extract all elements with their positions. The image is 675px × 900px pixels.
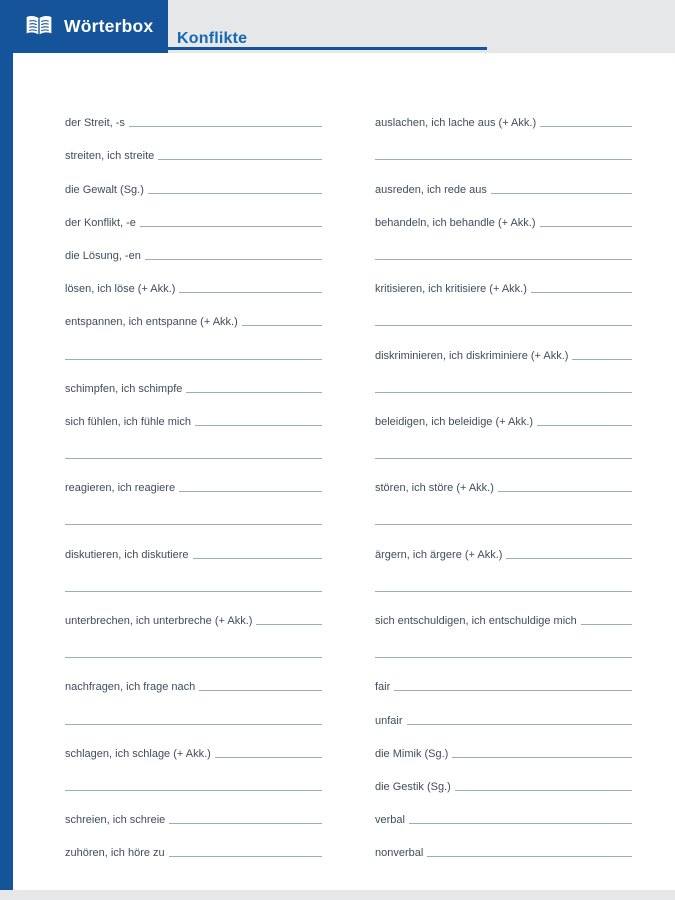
answer-line: [540, 126, 632, 127]
answer-line: [375, 591, 632, 592]
answer-line: [427, 856, 632, 857]
answer-line: [65, 591, 322, 592]
vocab-row: [375, 694, 632, 727]
vocab-row: [375, 462, 632, 495]
vocab-row: [65, 197, 322, 230]
vocab-row: [65, 595, 322, 628]
answer-line: [572, 359, 632, 360]
answer-line-row: [375, 230, 632, 263]
answer-line: [375, 657, 632, 658]
answer-line: [455, 790, 632, 791]
vocab-term: die Mimik (Sg.): [375, 747, 449, 760]
answer-line: [375, 392, 632, 393]
answer-line: [491, 193, 632, 194]
vocab-term: kritisieren, ich kritisiere (+ Akk.): [375, 283, 527, 296]
vocab-term: fair: [375, 681, 391, 694]
vocab-term: ärgern, ich ärgere (+ Akk.): [375, 548, 503, 561]
vocab-term: unfair: [375, 714, 403, 727]
vocab-row: [375, 163, 632, 196]
vocab-term: diskutieren, ich diskutiere: [65, 548, 189, 561]
answer-line: [169, 823, 322, 824]
vocab-row: [65, 163, 322, 196]
answer-line: [65, 657, 322, 658]
vocab-term: verbal: [375, 814, 405, 827]
vocab-content: [65, 97, 632, 860]
answer-line: [242, 325, 322, 326]
vocab-row: [375, 794, 632, 827]
answer-line: [179, 292, 322, 293]
title-underline: [168, 47, 487, 50]
vocab-row: [65, 363, 322, 396]
answer-line-row: [375, 296, 632, 329]
vocab-term: unterbrechen, ich unterbreche (+ Akk.): [65, 615, 253, 627]
answer-line: [215, 757, 322, 758]
answer-line: [65, 359, 322, 360]
answer-line: [179, 491, 322, 492]
vocab-row: [375, 528, 632, 561]
vocab-term: der Streit, -s: [65, 117, 125, 130]
vocab-term: sich fühlen, ich fühle mich: [65, 415, 191, 428]
answer-line: [186, 392, 322, 393]
vocab-row: [65, 462, 322, 495]
answer-line-row: [375, 130, 632, 163]
vocab-row: [375, 197, 632, 230]
answer-line: [394, 690, 632, 691]
vocab-term: die Lösung, -en: [65, 249, 141, 262]
vocab-term: streiten, ich streite: [65, 150, 155, 163]
answer-line: [407, 724, 632, 725]
answer-line: [129, 126, 322, 127]
page-title: Konflikte: [177, 30, 248, 47]
answer-line-row: [65, 429, 322, 462]
vocab-term: beleidigen, ich beleidige (+ Akk.): [375, 415, 534, 428]
vocab-term: die Gewalt (Sg.): [65, 183, 144, 196]
answer-line: [65, 458, 322, 459]
answer-line-row: [65, 562, 322, 595]
vocab-row: [375, 661, 632, 694]
vocab-row: [65, 827, 322, 860]
vocab-term: entspannen, ich entspanne (+ Akk.): [65, 316, 238, 329]
answer-line: [65, 724, 322, 725]
vocab-term: nonverbal: [375, 847, 424, 860]
vocab-term: nachfragen, ich frage nach: [65, 681, 196, 694]
answer-line: [375, 159, 632, 160]
answer-line: [65, 524, 322, 525]
left-edge-stripe: [0, 53, 13, 890]
vocab-term: ausreden, ich rede aus: [375, 183, 487, 196]
answer-line-row: [375, 363, 632, 396]
answer-line: [169, 856, 322, 857]
answer-line: [375, 458, 632, 459]
vocab-row: [65, 396, 322, 429]
answer-line: [452, 757, 632, 758]
answer-line: [375, 259, 632, 260]
vocab-term: die Gestik (Sg.): [375, 780, 451, 793]
vocab-term: sich entschuldigen, ich entschuldige mich: [375, 615, 577, 627]
answer-line: [498, 491, 632, 492]
answer-line-row: [65, 329, 322, 362]
vocab-row: [65, 263, 322, 296]
answer-line-row: [65, 495, 322, 528]
answer-line: [506, 558, 632, 559]
answer-line: [375, 524, 632, 525]
vocab-row: [375, 827, 632, 860]
vocab-term: schreien, ich schreie: [65, 814, 166, 827]
vocab-row: [65, 130, 322, 163]
answer-line-row: [375, 429, 632, 462]
answer-line-row: [65, 628, 322, 661]
vocab-row: [65, 296, 322, 329]
vocab-column-right: [375, 97, 632, 860]
vocab-term: auslachen, ich lache aus (+ Akk.): [375, 117, 537, 130]
answer-line: [256, 624, 322, 625]
vocab-row: [375, 761, 632, 794]
vocab-row: [375, 396, 632, 429]
vocab-term: diskriminieren, ich diskriminiere (+ Akk.): [375, 349, 569, 362]
answer-line-row: [375, 628, 632, 661]
vocab-row: [65, 661, 322, 694]
answer-line: [193, 558, 322, 559]
vocab-term: lösen, ich löse (+ Akk.): [65, 283, 176, 296]
answer-line: [145, 259, 322, 260]
vocab-term: zuhören, ich höre zu: [65, 847, 165, 860]
vocab-term: stören, ich störe (+ Akk.): [375, 482, 494, 495]
answer-line: [148, 193, 322, 194]
vocab-row: [375, 263, 632, 296]
answer-line: [140, 226, 322, 227]
open-book-icon: [24, 14, 54, 39]
answer-line-row: [65, 694, 322, 727]
vocab-row: [65, 528, 322, 561]
answer-line: [199, 690, 322, 691]
vocab-row: [375, 595, 632, 628]
vocab-column-left: [65, 97, 322, 860]
woerterbox-brand-tab: [0, 0, 168, 53]
answer-line-row: [375, 562, 632, 595]
vocab-term: behandeln, ich behandle (+ Akk.): [375, 216, 536, 229]
vocab-row: [375, 329, 632, 362]
vocab-row: [375, 97, 632, 130]
answer-line: [409, 823, 632, 824]
vocab-row: [65, 728, 322, 761]
answer-line: [531, 292, 632, 293]
vocab-row: [375, 728, 632, 761]
answer-line: [540, 226, 632, 227]
vocab-term: schlagen, ich schlage (+ Akk.): [65, 747, 211, 760]
vocab-term: reagieren, ich reagiere: [65, 482, 176, 495]
answer-line: [65, 790, 322, 791]
vocab-term: der Konflikt, -e: [65, 216, 136, 229]
vocab-term: schimpfen, ich schimpfe: [65, 382, 183, 395]
answer-line: [581, 624, 632, 625]
vocab-row: [65, 230, 322, 263]
answer-line: [195, 425, 322, 426]
answer-line: [537, 425, 632, 426]
answer-line: [158, 159, 322, 160]
bottom-page-band: [0, 890, 675, 900]
vocab-row: [65, 97, 322, 130]
vocab-row: [65, 794, 322, 827]
brand-label: Wörterbox: [64, 15, 154, 36]
answer-line-row: [65, 761, 322, 794]
answer-line-row: [375, 495, 632, 528]
answer-line: [375, 325, 632, 326]
